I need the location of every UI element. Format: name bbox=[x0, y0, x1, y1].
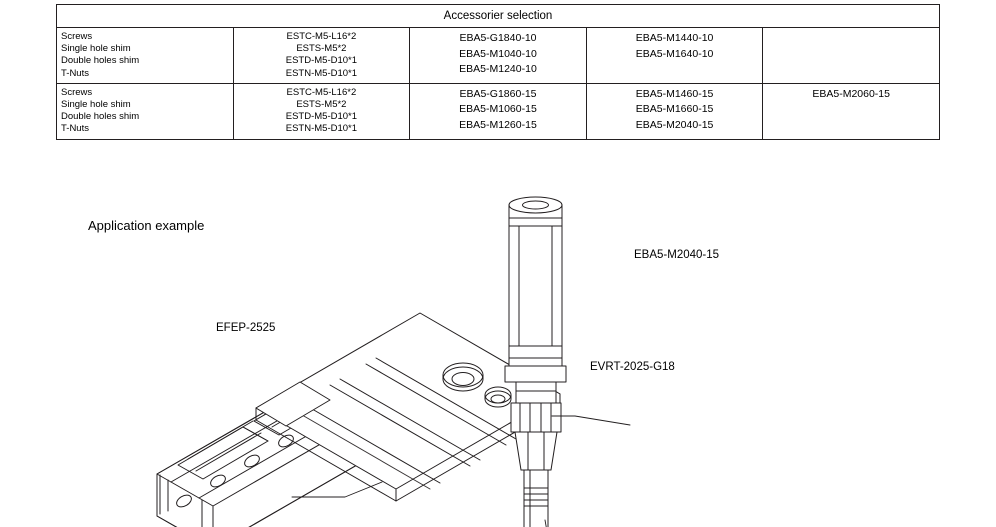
part-number: EBA5-M1640-10 bbox=[635, 47, 714, 60]
part-number: EBA5-M1260-15 bbox=[459, 118, 537, 131]
code-double-holes-shim: ESTD-M5-D10*1 bbox=[285, 111, 358, 123]
accessory-selection-table-wrap bbox=[56, 4, 940, 140]
code-single-hole-shim: ESTS-M5*2 bbox=[296, 99, 347, 111]
label-single-hole-shim: Single hole shim bbox=[61, 99, 131, 111]
row-labels bbox=[57, 83, 234, 139]
table-row bbox=[57, 83, 940, 139]
part-number: EBA5-M1060-15 bbox=[459, 103, 537, 116]
table-title: Accessorier selection bbox=[57, 5, 940, 28]
part-number: EBA5-G1840-10 bbox=[459, 32, 537, 44]
leader-bottom-right bbox=[545, 520, 586, 527]
part-number: EBA5-M1040-10 bbox=[459, 47, 537, 60]
row-parts-col5 bbox=[763, 83, 940, 139]
application-example-heading: Application example bbox=[88, 218, 205, 233]
label-t-nuts: T-Nuts bbox=[61, 123, 89, 135]
part-number: EBA5-M1240-10 bbox=[459, 63, 537, 75]
label-screws: Screws bbox=[61, 86, 93, 98]
label-double-holes-shim: Double holes shim bbox=[61, 111, 140, 123]
row-parts-col4 bbox=[586, 83, 763, 139]
code-single-hole-shim: ESTS-M5*2 bbox=[296, 43, 347, 55]
code-t-nuts: ESTN-M5-D10*1 bbox=[285, 67, 358, 79]
part-number: EBA5-M2060-15 bbox=[812, 87, 890, 100]
part-number: EBA5-M1460-15 bbox=[635, 87, 714, 100]
row-parts-col4 bbox=[586, 28, 763, 84]
part-number: EBA5-M1440-10 bbox=[635, 32, 714, 44]
table-title-row bbox=[57, 5, 940, 28]
part-number: EBA5-M1660-15 bbox=[635, 103, 714, 116]
code-t-nuts: ESTN-M5-D10*1 bbox=[285, 123, 358, 135]
label-single-hole-shim: Single hole shim bbox=[61, 43, 131, 55]
part-number: EBA5-G1860-15 bbox=[459, 87, 537, 100]
cylinder-body bbox=[505, 197, 566, 382]
table-row bbox=[57, 28, 940, 84]
label-t-nuts: T-Nuts bbox=[61, 67, 89, 79]
callout-eba5-m2040-15: EBA5-M2040-15 bbox=[634, 249, 720, 261]
label-screws: Screws bbox=[61, 31, 93, 42]
row-parts-col3 bbox=[410, 28, 587, 84]
row-codes bbox=[233, 28, 410, 84]
code-double-holes-shim: ESTD-M5-D10*1 bbox=[285, 55, 358, 67]
callout-evrt-2025-g18: EVRT-2025-G18 bbox=[590, 361, 675, 373]
label-double-holes-shim: Double holes shim bbox=[61, 55, 140, 67]
leader-top-right bbox=[552, 416, 630, 425]
code-screws: ESTC-M5-L16*2 bbox=[286, 31, 357, 42]
part-number: EBA5-M2040-15 bbox=[635, 118, 714, 131]
callout-efep-2525: EFEP-2525 bbox=[216, 322, 276, 334]
application-example-drawing bbox=[0, 170, 996, 527]
row-parts-col3 bbox=[410, 83, 587, 139]
row-codes bbox=[233, 83, 410, 139]
rod-assembly bbox=[511, 382, 561, 527]
accessory-selection-table bbox=[56, 4, 940, 140]
row-labels bbox=[57, 28, 234, 84]
row-parts-col5 bbox=[763, 28, 940, 84]
code-screws: ESTC-M5-L16*2 bbox=[286, 86, 357, 98]
